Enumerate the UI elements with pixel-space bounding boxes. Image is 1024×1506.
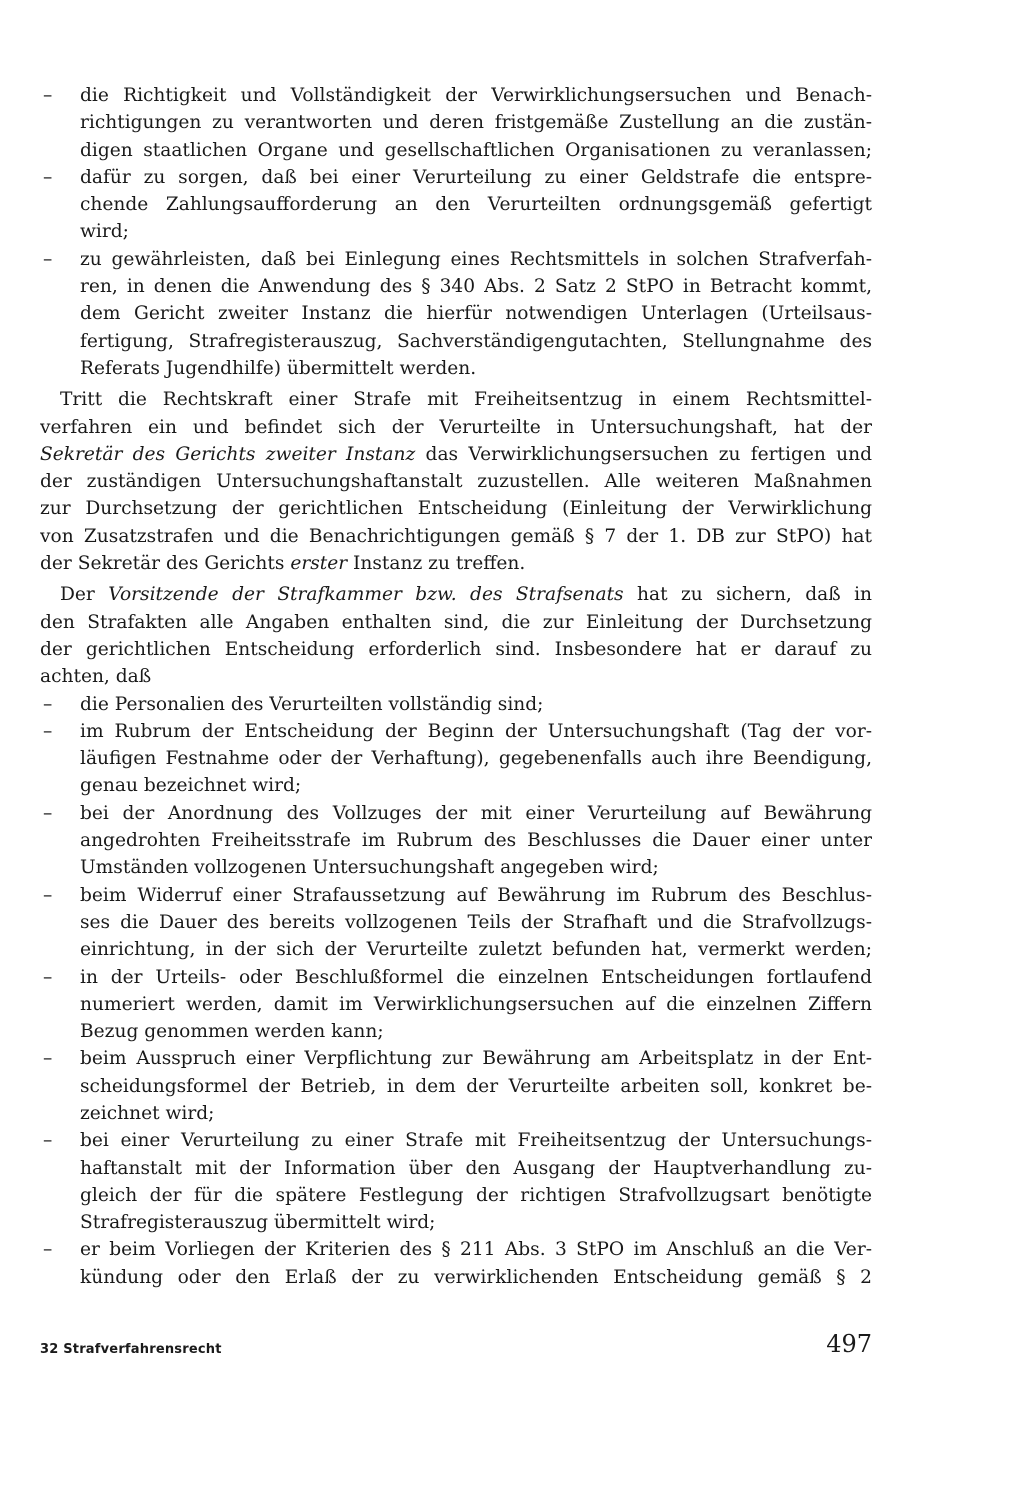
list-dash xyxy=(40,355,80,382)
list-dash xyxy=(40,991,80,1018)
list-dash xyxy=(40,1209,80,1236)
line-text: im Rubrum der Entscheidung der Beginn der Untersuchungshaft (Tag der vor- xyxy=(80,720,872,742)
footer-sheet-signature: 32 Strafverfahrensrecht xyxy=(40,1342,222,1357)
text-line xyxy=(40,1018,872,1045)
line-text: haftanstalt mit der Information über den Ausgang der Hauptverhandlung zu- xyxy=(80,1157,872,1179)
text-line xyxy=(40,386,872,413)
text-line xyxy=(40,191,872,218)
list-dash xyxy=(40,300,80,327)
line-text: verfahren ein und befindet sich der Verurteilte in Untersuchungshaft, hat der xyxy=(40,416,872,438)
line-text: der gerichtlichen Entscheidung erforderlich sind. Insbesondere hat er darauf zu xyxy=(40,638,872,660)
list-dash: – xyxy=(43,802,53,824)
text-line xyxy=(40,218,872,245)
line-text: den Strafakten alle Angaben enthalten sind, die zur Einleitung der Durchsetzung xyxy=(40,611,872,633)
text-line xyxy=(40,273,872,300)
line-text: scheidungsformel der Betrieb, in dem der Verurteilte arbeiten soll, konkret be- xyxy=(80,1075,872,1097)
emphasis: erster xyxy=(290,553,348,575)
line-text: Strafregisterauszug übermittelt wird; xyxy=(80,1212,436,1234)
list-dash: – xyxy=(43,1048,53,1070)
text-line xyxy=(40,1127,872,1154)
text-line xyxy=(40,800,872,827)
list-dash xyxy=(40,109,80,136)
list-dash xyxy=(40,1073,80,1100)
list-dash: – xyxy=(43,884,53,906)
text-line xyxy=(40,1073,872,1100)
list-dash: – xyxy=(43,85,53,106)
line-text: wird; xyxy=(80,221,129,243)
line-text: Tritt die Rechtskraft einer Strafe mit Freiheitsentzug in einem Rechtsmittel- xyxy=(60,389,872,411)
line-text: er beim Vorliegen der Kriterien des § 211 Abs. 3 StPO im Anschluß an die Ver- xyxy=(80,1239,872,1261)
list-dash xyxy=(40,328,80,355)
emphasis: Vorsitzende der Strafkammer bzw. des Strafsenats xyxy=(108,584,624,606)
line-text: zur Durchsetzung der gerichtlichen Entscheidung (Einleitung der Verwirklichung xyxy=(40,498,872,520)
list-dash xyxy=(40,273,80,300)
text-line xyxy=(40,827,872,854)
text-line xyxy=(40,772,872,799)
text-line xyxy=(40,523,872,550)
list-dash: – xyxy=(43,966,53,988)
line-text: der zuständigen Untersuchungshaftanstalt zuzustellen. Alle weiteren Maßnahmen xyxy=(40,471,872,493)
line-text: von Zusatzstrafen und die Benachrichtigungen gemäß § 7 der 1. DB zur StPO) hat xyxy=(40,525,872,547)
text-line xyxy=(40,1209,872,1236)
text-line xyxy=(40,1182,872,1209)
text-line xyxy=(40,137,872,164)
list-dash xyxy=(40,1155,80,1182)
text-line xyxy=(40,609,872,636)
line-text: kündung oder den Erlaß der zu verwirklichenden Entscheidung gemäß § 2 xyxy=(80,1266,872,1288)
line-text: Referats Jugendhilfe) übermittelt werden. xyxy=(80,357,477,379)
list-dash: – xyxy=(43,166,53,188)
line-text: Sekretär des Gerichts zweiter Instanz das Verwirklichungsersuchen zu fertigen und xyxy=(40,443,872,465)
line-text: bei einer Verurteilung zu einer Strafe mit Freiheitsentzug der Untersuchungs- xyxy=(80,1130,872,1152)
line-text: ren, in denen die Anwendung des § 340 Abs. 2 Satz 2 StPO in Betracht kommt, xyxy=(80,276,872,298)
line-text: dafür zu sorgen, daß bei einer Verurteilung zu einer Geldstrafe die entspre- xyxy=(80,166,872,188)
line-text: Bezug genommen werden kann; xyxy=(80,1021,384,1043)
line-text: einrichtung, in der sich der Verurteilte zuletzt befunden hat, vermerkt werden; xyxy=(80,939,872,961)
line-text: gleich der für die spätere Festlegung der richtigen Strafvollzugsart benötigte xyxy=(80,1184,872,1206)
text-line xyxy=(40,441,872,468)
line-text: in der Urteils- oder Beschlußformel die einzelnen Entscheidungen fortlaufend xyxy=(80,966,872,988)
list-dash xyxy=(40,745,80,772)
line-text: läufigen Festnahme oder der Verhaftung), gegebenenfalls auch ihre Beendigung, xyxy=(80,748,872,770)
text-line xyxy=(40,550,872,577)
list-dash xyxy=(40,1264,80,1291)
text-line xyxy=(40,495,872,522)
text-line xyxy=(40,581,872,608)
page-body xyxy=(40,82,872,1291)
line-text: dem Gericht zweiter Instanz die hierfür notwendigen Unterlagen (Urteilsaus- xyxy=(80,303,872,325)
text-line xyxy=(40,991,872,1018)
list-dash: – xyxy=(43,1130,53,1152)
text-line xyxy=(40,246,872,273)
text-line xyxy=(40,882,872,909)
page-number: 497 xyxy=(826,1330,872,1358)
line-text: fertigung, Strafregisterauszug, Sachverständigengutachten, Stellungnahme des xyxy=(80,330,872,352)
text-line xyxy=(40,636,872,663)
list-dash: – xyxy=(43,720,53,742)
list-dash xyxy=(40,854,80,881)
line-text: zeichnet wird; xyxy=(80,1102,215,1124)
text-line xyxy=(40,1155,872,1182)
list-dash xyxy=(40,1182,80,1209)
list-dash xyxy=(40,936,80,963)
text-line xyxy=(40,691,872,718)
line-text: angedrohten Freiheitsstrafe im Rubrum des Beschlusses die Dauer einer unter xyxy=(80,830,872,852)
list-dash xyxy=(40,137,80,164)
line-text: richtigungen zu verantworten und deren fristgemäße Zustellung an die zustän- xyxy=(80,112,872,134)
text-line xyxy=(40,1045,872,1072)
line-text: Der Vorsitzende der Strafkammer bzw. des Strafsenats hat zu sichern, daß in xyxy=(60,584,872,606)
text-line xyxy=(40,328,872,355)
text-line xyxy=(40,414,872,441)
text-line xyxy=(40,1236,872,1263)
list-dash xyxy=(40,1018,80,1045)
text-line xyxy=(40,1264,872,1291)
list-dash xyxy=(40,1100,80,1127)
line-text: Umständen vollzogenen Untersuchungshaft angegeben wird; xyxy=(80,857,659,879)
line-text: der Sekretär des Gerichts erster Instanz zu treffen. xyxy=(40,553,526,575)
list-dash: – xyxy=(43,693,53,715)
text-line xyxy=(40,1100,872,1127)
text-line xyxy=(40,663,872,690)
list-dash: – xyxy=(43,1239,53,1261)
text-line xyxy=(40,82,872,109)
line-text: zu gewährleisten, daß bei Einlegung eines Rechtsmittels in solchen Strafverfah- xyxy=(80,248,872,270)
list-dash xyxy=(40,909,80,936)
line-text: beim Widerruf einer Strafaussetzung auf Bewährung im Rubrum des Beschlus- xyxy=(80,884,872,906)
line-text: genau bezeichnet wird; xyxy=(80,775,302,797)
text-line xyxy=(40,355,872,382)
text-line xyxy=(40,936,872,963)
text-line xyxy=(40,109,872,136)
list-dash: – xyxy=(43,248,53,270)
line-text: bei der Anordnung des Vollzuges der mit einer Verurteilung auf Bewährung xyxy=(80,802,872,824)
text-line xyxy=(40,718,872,745)
line-text: digen staatlichen Organe und gesellschaftlichen Organisationen zu veranlassen; xyxy=(80,139,872,161)
line-text: die Personalien des Verurteilten vollständig sind; xyxy=(80,693,544,715)
list-dash xyxy=(40,827,80,854)
text-line xyxy=(40,164,872,191)
text-line xyxy=(40,964,872,991)
line-text: die Richtigkeit und Vollständigkeit der Verwirklichungsersuchen und Benach- xyxy=(80,85,872,106)
text-line xyxy=(40,300,872,327)
line-text: numeriert werden, damit im Verwirklichungsersuchen auf die einzelnen Ziffern xyxy=(80,993,872,1015)
page-footer xyxy=(40,1330,872,1366)
line-text: ses die Dauer des bereits vollzogenen Teils der Strafhaft und die Strafvollzugs- xyxy=(80,911,872,933)
line-text: achten, daß xyxy=(40,666,152,688)
text-line xyxy=(40,909,872,936)
list-dash xyxy=(40,191,80,218)
list-dash xyxy=(40,772,80,799)
line-text: beim Ausspruch einer Verpflichtung zur Bewährung am Arbeitsplatz in der Ent- xyxy=(80,1048,872,1070)
emphasis: Sekretär des Gerichts zweiter Instanz xyxy=(40,443,416,465)
line-text: chende Zahlungsaufforderung an den Verurteilten ordnungsgemäß gefertigt xyxy=(80,194,872,216)
text-line xyxy=(40,468,872,495)
text-line xyxy=(40,854,872,881)
text-line xyxy=(40,745,872,772)
list-dash xyxy=(40,218,80,245)
